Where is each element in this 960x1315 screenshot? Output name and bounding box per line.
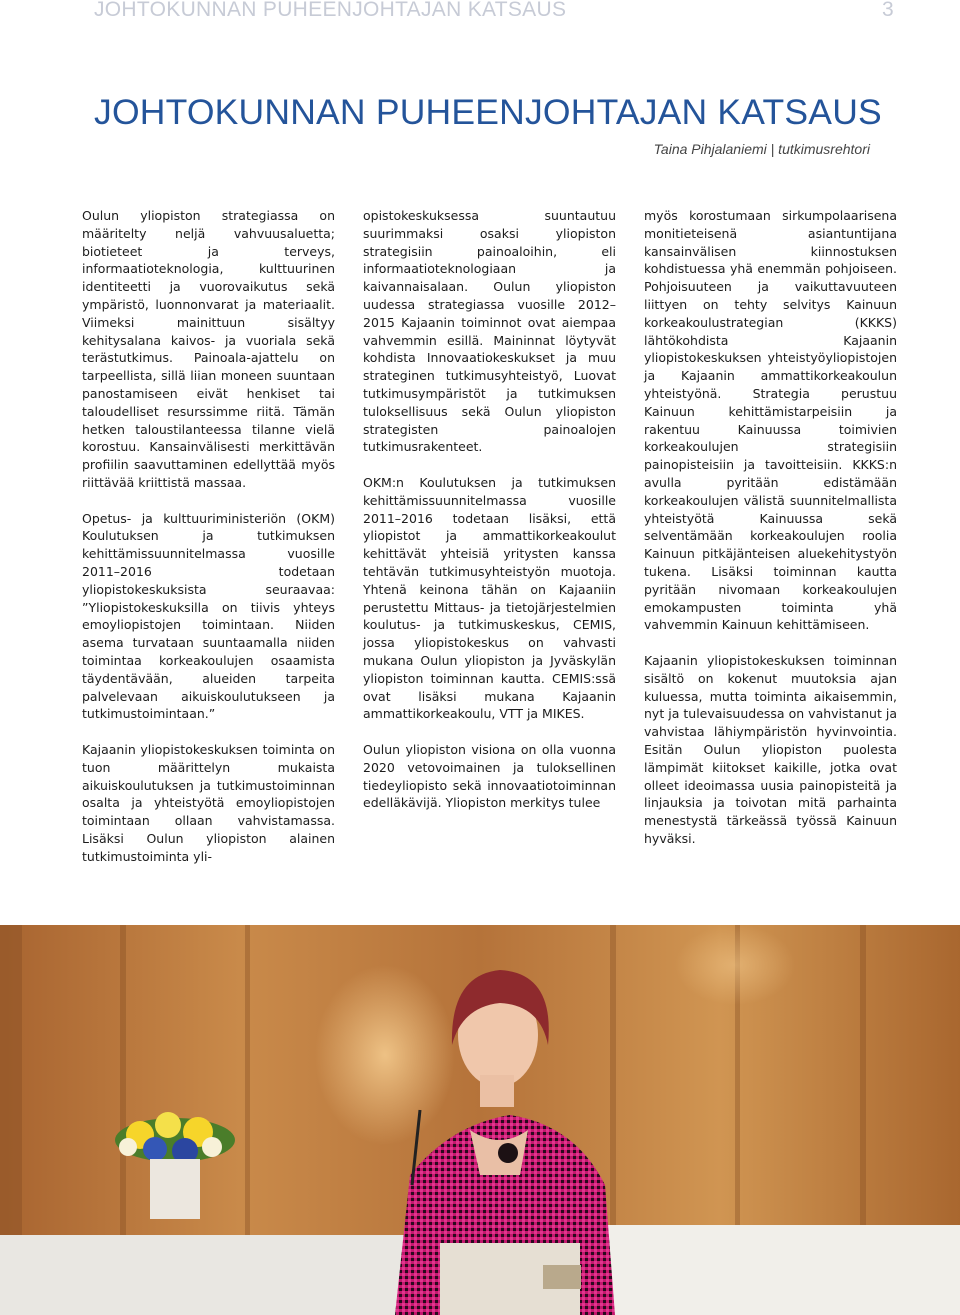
text-column-3: [644, 207, 897, 865]
paragraph: myös korostumaan sirkumpolaarisena monitieteisenä asiantuntijana kansainvälisen kiinnostuksen kohdistuessa yhä enemmän pohjoiseen. Pohjoisuuteen ja vaikuttavuuteen liittyen on tehty selvitys Kainuun korkeakoulustrategian (KKKS) lähtökohdista Kajaanin yliopistokeskuksen yhteistyöyliopistojen ja Kajaanin ammattikorkeakoulun yhteistyönä. Strategia perustuu Kainuun kehittämistarpeisiin ja rakentuu Kainuussa toimivien korkeakoulujen strategisiin painopisteisiin ja tavoitteisiin. KKKS:n avulla pyritään edistämään korkeakoulujen välistä suunnitelmallista yhteistyötä Kainuussa sekä selventämään korkeakoulujen roolia Kainuun pitkäjänteisen aluekehitystyön tukena. Lisäksi toiminnan kautta pyritään nivomaan korkeakoulujen emokampusten toiminta yhä vahvemmin Kainuun kehittämiseen.: [644, 208, 897, 633]
paragraph: OKM:n Koulutuksen ja tutkimuksen kehittämissuunnitelmassa vuosille 2011–2016 todetaan lisäksi, että yliopistot ja ammattikorkeakoulut kehittävät yhteisiä yritysten kanssa tehtävän tutkimusyhteistyön muotoja. Yhtenä keinona tähän on Kajaaniin perustettu Mittaus- ja tietojärjestelmien koulutus- ja tutkimuskeskus, CEMIS, jossa yliopistokeskus on vahvasti mukana Oulun yliopiston ja Jyväskylän yliopiston toiminnan kautta. CEMIS:ssä ovat lisäksi mukana Kajaanin ammattikorkeakoulu, VTT ja MIKES.: [363, 474, 616, 722]
paragraph: Oulun yliopiston strategiassa on määritelty neljä vahvuusaluetta; biotieteet ja terveys, informaatioteknologia, kulttuurinen identiteetti ja vuorovaikutus sekä ympäristö, luonnonvarat ja materiaalit. Viimeksi mainittuun sisältyy kehitysalana kaivos- ja vuoriala sekä terästutkimus. Painoala-ajattelu on tarpeellista, sillä liian moneen suuntaan panostamiseen eivät henkiset tai taloudelliset resurssimme riitä. Tämän hetken taloustilanteessa tilanne vielä korostuu. Kansainvälisesti merkittävän profiilin saavuttaminen edellyttää myös riittävää kriittistä massaa.: [82, 208, 335, 490]
paragraph: Oulun yliopiston visiona on olla vuonna 2020 vetovoimainen ja tuloksellinen tiedeyliopisto sekä innovaatiotoiminnan edelläkävijä. Yliopiston merkitys tulee: [363, 741, 616, 811]
text-column-2: [363, 207, 616, 830]
page-number: 3: [882, 0, 894, 21]
paragraph: Opetus- ja kulttuuriministeriön (OKM) Koulutuksen ja tutkimuksen kehittämissuunnitelmassa vuosille 2011–2016 todetaan yliopistokeskuksista seuraavaa: ”Yliopistokeskuksilla on tiivis yhteys emoyliopistojen toimintaan. Niiden asema turvataan suuntaamalla niiden toimintaa korkeakoulujen osaamista täydentävään, alueiden tarpeita palvelevaan aikuiskoulutukseen ja tutkimustoimintaan.”: [82, 510, 335, 722]
speaker-photo: [0, 925, 960, 1315]
paragraph: Kajaanin yliopistokeskuksen toiminnan sisältö on kokenut muutoksia ajan kuluessa, mutta toiminta aikaisemmin, nyt ja tulevaisuudessa on vahvistanut ja vahvistaa lähiympäristön hyvinvointia. Esitän Oulun yliopiston puolesta lämpimät kiitokset kaikille, jotka ovat olleet ideoimassa uusia painopisteitä ja linjauksia ja toivotan mitä parhainta menestystä tärkeässä työssä Kainuun hyväksi.: [644, 652, 897, 846]
paragraph: Kajaanin yliopistokeskuksen toiminta on tuon määrittelyn mukaista aikuiskoulutuksen ja tutkimustoiminnan osalta ja yhteistyötä emoyliopistojen toimintaan ollaan vahvistamassa. Lisäksi Oulun yliopiston alainen tutkimustoiminta yli-: [82, 741, 335, 864]
running-header-title: JOHTOKUNNAN PUHEENJOHTAJAN KATSAUS: [94, 0, 567, 21]
article-byline: Taina Pihjalaniemi | tutkimusrehtori: [653, 141, 870, 157]
article-title: JOHTOKUNNAN PUHEENJOHTAJAN KATSAUS: [94, 92, 882, 132]
text-column-1: [82, 207, 335, 883]
paragraph: opistokeskuksessa suuntautuu suurimmaksi osaksi yliopiston strategisiin painoaloihin, eli informaatioteknologiaan ja kaivannaisalaan. Oulun yliopiston uudessa strategiassa vuosille 2012–2015 Kajaanin toiminnot ovat aiempaa vahvemmin esillä. Maininnat löytyvät kohdista Innovaatiokeskukset ja muu strateginen tutkimusyhteistyö, Luovat tutkimusympäristöt ja tutkimuksen tuloksellisuus sekä Oulun yliopiston strategisten painoalojen tutkimusrakenteet.: [363, 208, 616, 455]
